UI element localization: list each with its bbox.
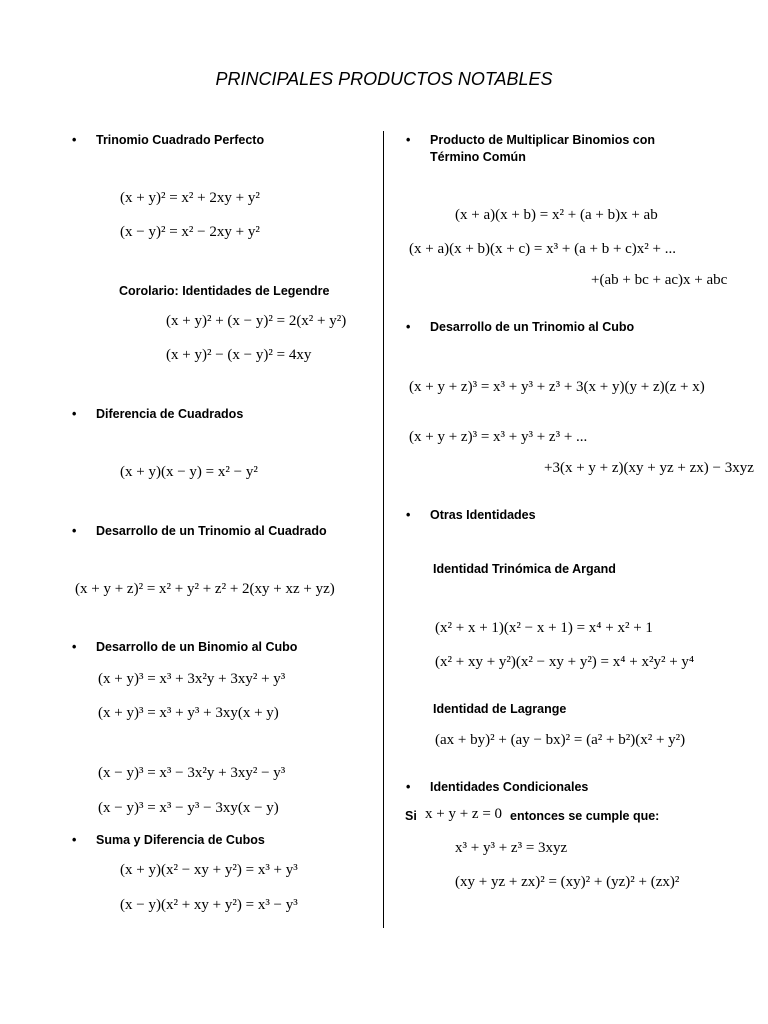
equation-binomio-cubo-1: (x + y)³ = x³ + 3x²y + 3xy² + y³	[98, 671, 286, 687]
lagrange-label: Identidad de Lagrange	[433, 702, 567, 716]
bullet-icon: •	[72, 524, 77, 538]
argand-label: Identidad Trinómica de Argand	[433, 562, 616, 576]
section-heading-suma-diferencia-cubos: • Suma y Diferencia de Cubos	[72, 833, 265, 847]
equation-lagrange: (ax + by)² + (ay − bx)² = (a² + b²)(x² + y²)	[435, 732, 686, 748]
bullet-icon: •	[406, 780, 411, 794]
equation-argand-1: (x² + x + 1)(x² − x + 1) = x⁴ + x² + 1	[435, 620, 653, 636]
equation-legendre-2: (x + y)² − (x − y)² = 4xy	[166, 347, 312, 363]
equation-binomio-cubo-2: (x + y)³ = x³ + y³ + 3xy(x + y)	[98, 705, 279, 721]
bullet-icon: •	[406, 320, 411, 334]
equation-binomios-termino-comun-2: (x + a)(x + b)(x + c) = x³ + (a + b + c)x² + ...	[409, 241, 677, 257]
condition-equation: x + y + z = 0	[425, 806, 503, 822]
entonces-label: entonces se cumple que:	[510, 809, 660, 823]
equation-binomio-cubo-3: (x − y)³ = x³ − 3x²y + 3xy² − y³	[98, 765, 286, 781]
equation-binomios-termino-comun-3: +(ab + bc + ac)x + abc	[591, 272, 728, 288]
column-divider	[383, 131, 384, 928]
equation-legendre-1: (x + y)² + (x − y)² = 2(x² + y²)	[166, 313, 347, 329]
section-heading-trinomio-cuadrado: • Trinomio Cuadrado Perfecto	[72, 133, 265, 147]
equation-binomio-cubo-4: (x − y)³ = x³ − y³ − 3xy(x − y)	[98, 800, 279, 816]
equation-binomio-resta-cuadrado: (x − y)² = x² − 2xy + y²	[120, 224, 260, 240]
section-heading-identidades-condicionales: • Identidades Condicionales	[406, 780, 589, 794]
equation-binomios-termino-comun-1: (x + a)(x + b) = x² + (a + b)x + ab	[455, 207, 658, 223]
si-label: Si	[405, 809, 417, 823]
equation-condicional-1: x³ + y³ + z³ = 3xyz	[455, 840, 568, 856]
equation-trinomio-cubo-1: (x + y + z)³ = x³ + y³ + z³ + 3(x + y)(y + z)(z + x)	[409, 379, 705, 395]
equation-diferencia-cuadrados: (x + y)(x − y) = x² − y²	[120, 464, 258, 480]
bullet-icon: •	[406, 133, 411, 147]
equation-diferencia-cubos: (x − y)(x² + xy + y²) = x³ − y³	[120, 897, 298, 913]
section-heading-trinomio-al-cubo: • Desarrollo de un Trinomio al Cubo	[406, 320, 635, 334]
equation-suma-cubos: (x + y)(x² − xy + y²) = x³ + y³	[120, 862, 298, 878]
equation-trinomio-cubo-2: (x + y + z)³ = x³ + y³ + z³ + ...	[409, 429, 588, 445]
bullet-icon: •	[72, 407, 77, 421]
bullet-icon: •	[72, 833, 77, 847]
section-heading-diferencia-cuadrados: • Diferencia de Cuadrados	[72, 407, 244, 421]
corolario-label: Corolario: Identidades de Legendre	[119, 284, 330, 298]
section-heading-otras-identidades: • Otras Identidades	[406, 508, 536, 522]
bullet-icon: •	[72, 640, 77, 654]
equation-trinomio-cubo-3: +3(x + y + z)(xy + yz + zx) − 3xyz	[544, 460, 754, 476]
page-title: PRINCIPALES PRODUCTOS NOTABLES	[215, 69, 553, 89]
section-heading-binomios-termino-comun: • Producto de Multiplicar Binomios con Término Común	[406, 133, 656, 164]
equation-trinomio-al-cuadrado: (x + y + z)² = x² + y² + z² + 2(xy + xz + yz)	[75, 581, 335, 597]
bullet-icon: •	[72, 133, 77, 147]
equation-argand-2: (x² + xy + y²)(x² − xy + y²) = x⁴ + x²y² + y⁴	[435, 654, 695, 670]
equation-condicional-2: (xy + yz + zx)² = (xy)² + (yz)² + (zx)²	[455, 874, 680, 890]
section-heading-trinomio-al-cuadrado: • Desarrollo de un Trinomio al Cuadrado	[72, 524, 327, 538]
equation-binomio-suma-cuadrado: (x + y)² = x² + 2xy + y²	[120, 190, 260, 206]
bullet-icon: •	[406, 508, 411, 522]
section-heading-binomio-al-cubo: • Desarrollo de un Binomio al Cubo	[72, 640, 298, 654]
